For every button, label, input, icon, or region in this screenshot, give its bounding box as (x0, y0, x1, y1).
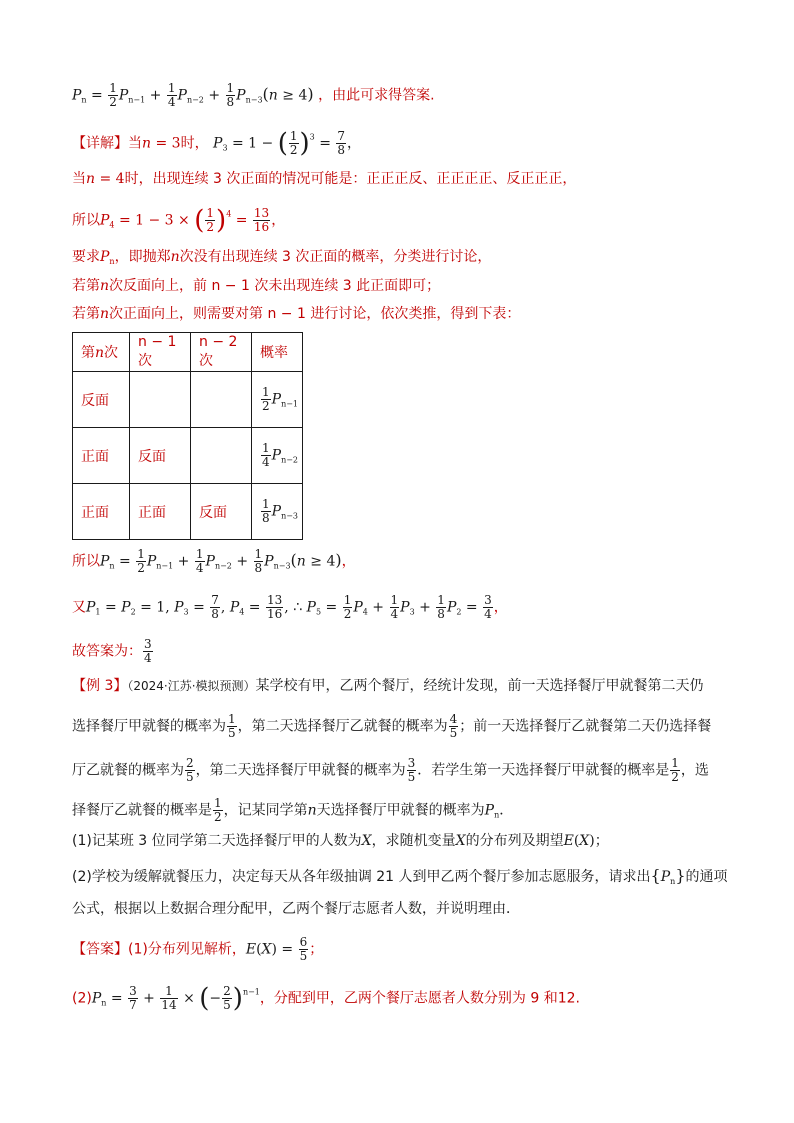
table-row (73, 484, 303, 540)
n4-line: 当n = 4时，出现连续 3 次正面的情况可能是：正正正反、正正正正、反正正正， (72, 171, 577, 187)
recurrence-line: $P_n$ = $\frac{1}{2}$ $P_{n-1}$ + $\frac{1}{4}$ $P_{n-2}$ + $\frac{1}{8}$ $P_{n-3}(n \ge 4)$ ，由此可求得答案. (72, 81, 435, 110)
desc3-b: 次正面向上，则需要对第 n − 1 进行讨论，依次类推，得到下表： (109, 306, 521, 322)
detail-text-b: 时， (180, 135, 209, 152)
result-prefix: 所以 (72, 553, 100, 570)
table-cell (130, 372, 191, 428)
desc3-line: 若第n次正面向上，则需要对第 n − 1 进行讨论，依次类推，得到下表： (72, 306, 521, 322)
answer-value-line: 故答案为： $\frac{3}{4}$ (72, 637, 152, 666)
again-line: 又$P_1 = P_2 = 1$, $P_3$ = $\frac{7}{8}$ , $P_4$ = $\frac{13}{16}$ , ∴ $P_5$ = $\frac{1}{2}$ $P_4$ + $\frac{1}{4}$ $P_3$ + $\frac{1}{8}$ $P_2$ = $\frac{3}{4}$ ， (72, 593, 508, 622)
table-cell: 正面 (73, 428, 130, 484)
answer-2: (2) (72, 990, 92, 1007)
desc1-b: ，即抛郑 (114, 249, 171, 265)
example3-l4a: 择餐厅乙就餐的概率是 (72, 802, 212, 819)
detail-line: 【详解】当n = 3时， $P_3 = 1$ − ( $\frac{1}{2}$ )$^3$ = $\frac{7}{8}$ ， (72, 128, 362, 159)
desc1-a: 要求 (72, 249, 100, 265)
answer-1b: ； (309, 941, 324, 958)
q2a: (2)学校为缓解就餐压力，决定每天从各年级抽调 21 人到甲乙两个餐厅参加志愿服务，请求出 (72, 869, 651, 885)
p4-prefix: 所以 (72, 212, 100, 229)
probability-table (72, 332, 303, 540)
q1a: (1)记某班 3 位同学第二天选择餐厅甲的人数为 (72, 833, 362, 849)
example3-tag: 【例 3】 (72, 678, 128, 694)
result-line: 所以$P_n$ = $\frac{1}{2}$ $P_{n-1}$ + $\frac{1}{4}$ $P_{n-2}$ + $\frac{1}{8}$ $P_{n-3}(n \ge 4)$， (72, 547, 356, 576)
question2-line2 (72, 902, 520, 916)
table-row (73, 372, 303, 428)
answer-label: 故答案为： (72, 643, 142, 660)
table-cell: 正面 (73, 484, 130, 540)
prob-cell: $\frac{1}{4}$ $P_{n-2}$ (252, 428, 303, 484)
example3-line1 (72, 679, 704, 693)
answer-2b: ，分配到甲，乙两个餐厅志愿者人数分别为 9 和12. (259, 990, 580, 1007)
header-cell-1: 第n次 (73, 333, 130, 372)
example3-l3b: ，第二天选择餐厅甲就餐的概率为 (195, 762, 406, 779)
example3-l4b: ，记某同学第 (223, 802, 308, 819)
q2b: 的通项 (685, 869, 728, 885)
q1c: 的分布列及期望 (465, 833, 564, 849)
q1d: ； (594, 833, 609, 849)
answer-1: (1)分布列见解析， (128, 941, 246, 958)
table-cell: 反面 (73, 372, 130, 428)
example3-l3c: ．若学生第一天选择餐厅甲就餐的概率是 (417, 762, 670, 779)
answer2-line: $(2)P_n$ = $\frac{3}{7}$ + $\frac{1}{14}$ × (− $\frac{2}{5}$ )$^{n-1}$，分配到甲，乙两个餐厅志愿者人数分别为 9 和12. (72, 983, 580, 1014)
answer1-line: 【答案】(1)分布列见解析，E(X) = $\frac{6}{5}$ ； (72, 935, 324, 964)
example3-l1: 某学校有甲，乙两个餐厅，经统计发现，前一天选择餐厅甲就餐第二天仍 (255, 678, 704, 694)
prob-cell: $\frac{1}{8}$ $P_{n-3}$ (252, 484, 303, 540)
example3-l3d: ，选 (680, 762, 709, 779)
q1b: ，求随机变量 (371, 833, 456, 849)
example3-line2: 选择餐厅甲就餐的概率为 $\frac{1}{5}$ ，第二天选择餐厅乙就餐的概率为 $\frac{4}{5}$ ；前一天选择餐厅乙就餐第二天仍选择餐 (72, 712, 712, 741)
header-cell-4: 概率 (252, 333, 303, 372)
desc3-a: 若第 (72, 306, 100, 322)
again-prefix: 又 (72, 599, 86, 616)
q2c: 公式，根据以上数据合理分配甲，乙两个餐厅志愿者人数，并说明理由． (72, 901, 520, 917)
desc2-b: 次反面向上，前 n − 1 次未出现连续 3 此正面即可； (109, 278, 441, 294)
desc2-line: 若第n次反面向上，前 n − 1 次未出现连续 3 此正面即可； (72, 278, 441, 294)
example3-l4d: ． (499, 802, 514, 819)
example3-l2c: ；前一天选择餐厅乙就餐第二天仍选择餐 (459, 718, 712, 735)
table-cell (191, 372, 252, 428)
example3-l3a: 厅乙就餐的概率为 (72, 762, 184, 779)
therefore-symbol: ∴ (293, 599, 303, 616)
p4-line: 所以$P_4 = 1 - 3$ × ( $\frac{1}{2}$ )$^4$ = $\frac{13}{16}$ ， (72, 205, 286, 236)
question1-line: (1)记某班 3 位同学第二天选择餐厅甲的人数为X，求随机变量X的分布列及期望E(X)； (72, 833, 609, 849)
header-cell-3: n − 2次 (191, 333, 252, 372)
example3-l2b: ，第二天选择餐厅乙就餐的概率为 (237, 718, 448, 735)
example3-source: （2024·江苏·模拟预测） (127, 679, 256, 693)
table-row (73, 428, 303, 484)
header-cell-2: n − 1次 (130, 333, 191, 372)
desc2-a: 若第 (72, 278, 100, 294)
recurrence-suffix: ，由此可求得答案. (318, 87, 435, 104)
table-cell (191, 428, 252, 484)
example3-line3: 厅乙就餐的概率为 $\frac{2}{5}$ ，第二天选择餐厅甲就餐的概率为 $\frac{3}{5}$ ．若学生第一天选择餐厅甲就餐的概率是 $\frac{1}{2}$ ，选 (72, 756, 709, 785)
detail-tag: 【详解】 (72, 135, 128, 152)
desc1-c: 次没有出现连续 3 次正面的概率，分类进行讨论， (179, 249, 492, 265)
table-cell: 反面 (191, 484, 252, 540)
answer-tag: 【答案】 (72, 941, 128, 958)
prob-cell: $\frac{1}{2}$ $P_{n-1}$ (252, 372, 303, 428)
desc1-line: 要求$P_n$，即抛郑n次没有出现连续 3 次正面的概率，分类进行讨论， (72, 249, 492, 266)
n4-text: 时，出现连续 3 次正面的情况可能是：正正正反、正正正正、反正正正， (124, 171, 577, 187)
example3-line4: 择餐厅乙就餐的概率是 $\frac{1}{2}$ ，记某同学第n天选择餐厅甲就餐的概率为$P_n$． (72, 796, 514, 825)
table-cell: 正面 (130, 484, 191, 540)
example3-l4c: 天选择餐厅甲就餐的概率为 (316, 802, 485, 819)
question2-line1: (2)学校为缓解就餐压力，决定每天从各年级抽调 21 人到甲乙两个餐厅参加志愿服务，请求出$\{P_n\}$的通项 (72, 866, 728, 886)
table-cell: 反面 (130, 428, 191, 484)
detail-text-a: 当 (128, 135, 142, 152)
example3-l2a: 选择餐厅甲就餐的概率为 (72, 718, 226, 735)
